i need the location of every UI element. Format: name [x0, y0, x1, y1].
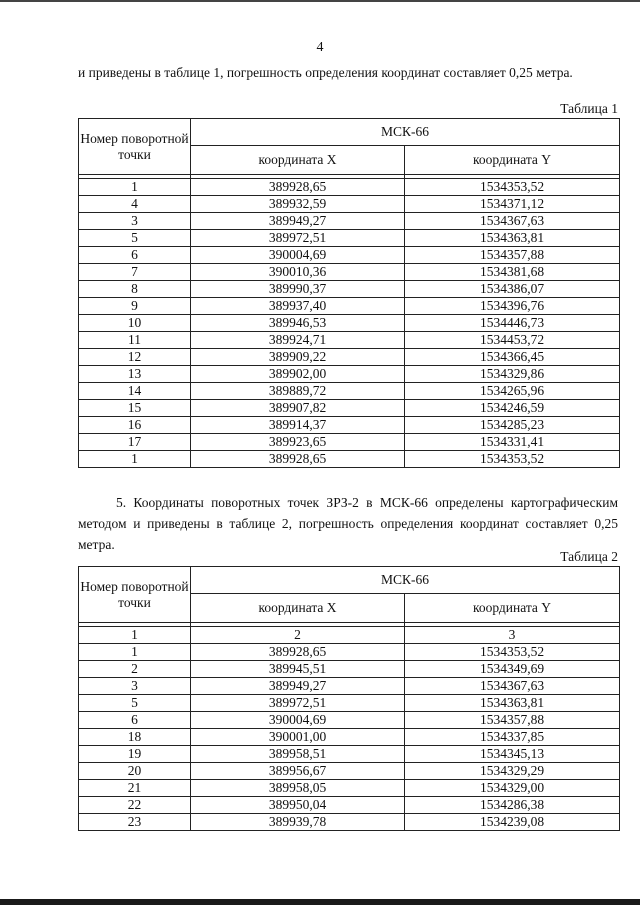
x-coordinate-cell: 389923,65	[191, 434, 405, 451]
table-row	[79, 797, 620, 814]
point-number-cell: 21	[79, 780, 191, 797]
y-coordinate-cell: 1534357,88	[405, 247, 620, 264]
table-row	[79, 332, 620, 349]
table-row	[79, 366, 620, 383]
point-number-cell: 8	[79, 281, 191, 298]
table1-header-x: координата X	[191, 146, 405, 175]
x-coordinate-cell: 390010,36	[191, 264, 405, 281]
table2-numbering-cell: 3	[405, 627, 620, 644]
y-coordinate-cell: 1534367,63	[405, 678, 620, 695]
table2-header-x: координата X	[191, 594, 405, 623]
table-row	[79, 213, 620, 230]
x-coordinate-cell: 389914,37	[191, 417, 405, 434]
intro-paragraph: и приведены в таблице 1, погрешность определения координат составляет 0,25 метра.	[78, 65, 573, 80]
table-row	[79, 247, 620, 264]
point-number-cell: 1	[79, 451, 191, 468]
x-coordinate-cell: 389932,59	[191, 196, 405, 213]
x-coordinate-cell: 389889,72	[191, 383, 405, 400]
x-coordinate-cell: 389958,51	[191, 746, 405, 763]
scan-top-edge	[0, 0, 640, 2]
x-coordinate-cell: 389945,51	[191, 661, 405, 678]
y-coordinate-cell: 1534349,69	[405, 661, 620, 678]
y-coordinate-cell: 1534353,52	[405, 451, 620, 468]
x-coordinate-cell: 390004,69	[191, 712, 405, 729]
y-coordinate-cell: 1534239,08	[405, 814, 620, 831]
table1-caption: Таблица 1	[560, 101, 618, 116]
x-coordinate-cell: 389907,82	[191, 400, 405, 417]
x-coordinate-cell: 389939,78	[191, 814, 405, 831]
table2-numbering-row	[79, 627, 620, 644]
point-number-cell: 7	[79, 264, 191, 281]
y-coordinate-cell: 1534329,29	[405, 763, 620, 780]
x-coordinate-cell: 389909,22	[191, 349, 405, 366]
coordinates-table-1	[78, 118, 620, 468]
x-coordinate-cell: 389924,71	[191, 332, 405, 349]
table2-caption: Таблица 2	[560, 549, 618, 564]
table1-header-coordinate-system: МСК-66	[191, 119, 620, 146]
x-coordinate-cell: 389958,05	[191, 780, 405, 797]
table1-body	[79, 175, 620, 468]
point-number-cell: 20	[79, 763, 191, 780]
table2-numbering-cell: 1	[79, 627, 191, 644]
x-coordinate-cell: 389928,65	[191, 644, 405, 661]
y-coordinate-cell: 1534337,85	[405, 729, 620, 746]
x-coordinate-cell: 390004,69	[191, 247, 405, 264]
table-row	[79, 196, 620, 213]
y-coordinate-cell: 1534285,23	[405, 417, 620, 434]
point-number-cell: 5	[79, 695, 191, 712]
table2-numbering-cell: 2	[191, 627, 405, 644]
point-number-cell: 23	[79, 814, 191, 831]
table2-header-coordinate-system: МСК-66	[191, 567, 620, 594]
point-number-cell: 19	[79, 746, 191, 763]
table-row	[79, 729, 620, 746]
table1-header-y: координата Y	[405, 146, 620, 175]
y-coordinate-cell: 1534453,72	[405, 332, 620, 349]
y-coordinate-cell: 1534345,13	[405, 746, 620, 763]
point-number-cell: 4	[79, 196, 191, 213]
y-coordinate-cell: 1534366,45	[405, 349, 620, 366]
table2-body	[79, 623, 620, 831]
table-row	[79, 814, 620, 831]
table-row	[79, 315, 620, 332]
point-number-cell: 12	[79, 349, 191, 366]
table-row	[79, 695, 620, 712]
point-number-cell: 2	[79, 661, 191, 678]
y-coordinate-cell: 1534329,00	[405, 780, 620, 797]
y-coordinate-cell: 1534329,86	[405, 366, 620, 383]
x-coordinate-cell: 389956,67	[191, 763, 405, 780]
scan-bottom-edge	[0, 899, 640, 905]
point-number-cell: 16	[79, 417, 191, 434]
table-row	[79, 746, 620, 763]
x-coordinate-cell: 389902,00	[191, 366, 405, 383]
y-coordinate-cell: 1534353,52	[405, 644, 620, 661]
table-row	[79, 298, 620, 315]
x-coordinate-cell: 389990,37	[191, 281, 405, 298]
point-number-cell: 11	[79, 332, 191, 349]
x-coordinate-cell: 389928,65	[191, 179, 405, 196]
y-coordinate-cell: 1534363,81	[405, 695, 620, 712]
y-coordinate-cell: 1534396,76	[405, 298, 620, 315]
y-coordinate-cell: 1534446,73	[405, 315, 620, 332]
point-number-cell: 9	[79, 298, 191, 315]
coordinates-table-2	[78, 566, 620, 831]
point-number-cell: 3	[79, 213, 191, 230]
x-coordinate-cell: 389928,65	[191, 451, 405, 468]
table-row	[79, 230, 620, 247]
y-coordinate-cell: 1534371,12	[405, 196, 620, 213]
x-coordinate-cell: 389937,40	[191, 298, 405, 315]
point-number-cell: 1	[79, 644, 191, 661]
point-number-cell: 6	[79, 247, 191, 264]
table-row	[79, 661, 620, 678]
table-row	[79, 780, 620, 797]
y-coordinate-cell: 1534367,63	[405, 213, 620, 230]
point-number-cell: 13	[79, 366, 191, 383]
point-number-cell: 17	[79, 434, 191, 451]
point-number-cell: 14	[79, 383, 191, 400]
point-number-cell: 10	[79, 315, 191, 332]
page-number: 4	[316, 40, 324, 55]
table-row	[79, 644, 620, 661]
y-coordinate-cell: 1534286,38	[405, 797, 620, 814]
x-coordinate-cell: 389946,53	[191, 315, 405, 332]
table-row	[79, 179, 620, 196]
point-number-cell: 6	[79, 712, 191, 729]
section-5-paragraph: 5. Координаты поворотных точек ЗРЗ-2 в МСК-66 определены картографическим методом и приведены в таблице 2, погрешность определения координат составляет 0,25 метра.	[78, 495, 618, 552]
x-coordinate-cell: 390001,00	[191, 729, 405, 746]
table-row	[79, 678, 620, 695]
table-row	[79, 400, 620, 417]
x-coordinate-cell: 389972,51	[191, 230, 405, 247]
table-row	[79, 451, 620, 468]
table-row	[79, 281, 620, 298]
point-number-cell: 22	[79, 797, 191, 814]
table-row	[79, 264, 620, 281]
table2-header-point-number: Номер поворотной точки	[79, 567, 191, 623]
table-row	[79, 712, 620, 729]
x-coordinate-cell: 389949,27	[191, 213, 405, 230]
point-number-cell: 5	[79, 230, 191, 247]
y-coordinate-cell: 1534246,59	[405, 400, 620, 417]
table-row	[79, 349, 620, 366]
y-coordinate-cell: 1534265,96	[405, 383, 620, 400]
point-number-cell: 3	[79, 678, 191, 695]
y-coordinate-cell: 1534353,52	[405, 179, 620, 196]
table-row	[79, 434, 620, 451]
table-row	[79, 383, 620, 400]
x-coordinate-cell: 389972,51	[191, 695, 405, 712]
table1-header-point-number: Номер поворотной точки	[79, 119, 191, 175]
table-row	[79, 763, 620, 780]
y-coordinate-cell: 1534357,88	[405, 712, 620, 729]
point-number-cell: 1	[79, 179, 191, 196]
y-coordinate-cell: 1534363,81	[405, 230, 620, 247]
x-coordinate-cell: 389949,27	[191, 678, 405, 695]
point-number-cell: 15	[79, 400, 191, 417]
y-coordinate-cell: 1534386,07	[405, 281, 620, 298]
x-coordinate-cell: 389950,04	[191, 797, 405, 814]
table-row	[79, 417, 620, 434]
point-number-cell: 18	[79, 729, 191, 746]
y-coordinate-cell: 1534331,41	[405, 434, 620, 451]
table2-header-y: координата Y	[405, 594, 620, 623]
y-coordinate-cell: 1534381,68	[405, 264, 620, 281]
